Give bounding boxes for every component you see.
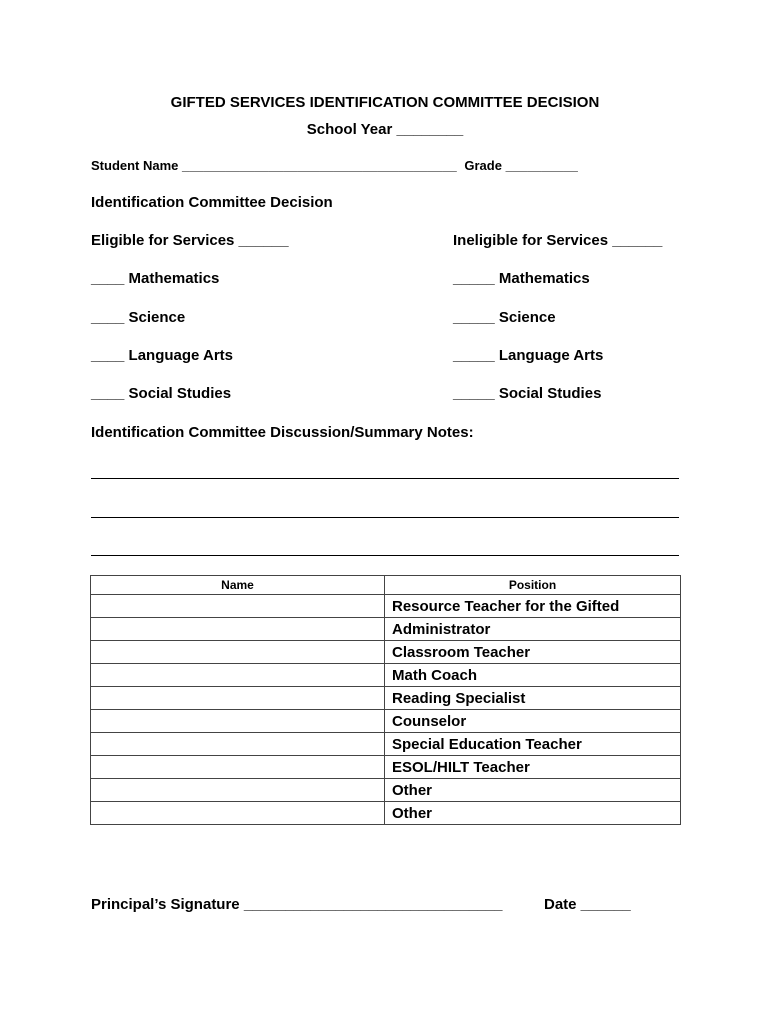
name-cell[interactable] — [91, 687, 385, 710]
decision-heading: Identification Committee Decision — [91, 194, 333, 211]
ineligible-heading-field[interactable]: Ineligible for Services ______ — [453, 232, 663, 249]
position-cell: ESOL/HILT Teacher — [385, 756, 681, 779]
ineligible-science-field[interactable]: _____ Science — [453, 309, 556, 326]
name-cell[interactable] — [91, 664, 385, 687]
eligible-mathematics-field[interactable]: ____ Mathematics — [91, 270, 220, 287]
table-row — [91, 733, 681, 756]
name-cell[interactable] — [91, 595, 385, 618]
position-cell: Other — [385, 779, 681, 802]
column-header-name: Name — [91, 576, 385, 595]
position-cell: Math Coach — [385, 664, 681, 687]
position-cell: Reading Specialist — [385, 687, 681, 710]
position-cell: Resource Teacher for the Gifted — [385, 595, 681, 618]
notes-heading: Identification Committee Discussion/Summary Notes: — [91, 424, 474, 441]
name-cell[interactable] — [91, 733, 385, 756]
position-cell: Special Education Teacher — [385, 733, 681, 756]
table-row — [91, 664, 681, 687]
notes-line[interactable] — [91, 517, 679, 518]
ineligible-social-studies-field[interactable]: _____ Social Studies — [453, 385, 602, 402]
name-cell[interactable] — [91, 802, 385, 825]
table-row — [91, 595, 681, 618]
eligible-science-field[interactable]: ____ Science — [91, 309, 186, 326]
position-cell: Classroom Teacher — [385, 641, 681, 664]
position-cell: Other — [385, 802, 681, 825]
name-cell[interactable] — [91, 756, 385, 779]
table-row — [91, 710, 681, 733]
table-row — [91, 756, 681, 779]
notes-line[interactable] — [91, 478, 679, 479]
committee-members-table — [90, 575, 681, 825]
eligible-language-arts-field[interactable]: ____ Language Arts — [91, 347, 233, 364]
column-header-position: Position — [385, 576, 681, 595]
table-row — [91, 779, 681, 802]
eligible-heading-field[interactable]: Eligible for Services ______ — [91, 232, 289, 249]
table-row — [91, 687, 681, 710]
name-cell[interactable] — [91, 710, 385, 733]
ineligible-mathematics-field[interactable]: _____ Mathematics — [453, 270, 590, 287]
name-cell[interactable] — [91, 641, 385, 664]
name-cell[interactable] — [91, 779, 385, 802]
table-row — [91, 618, 681, 641]
date-field[interactable]: Date ______ — [544, 896, 631, 913]
notes-line[interactable] — [91, 555, 679, 556]
table-row — [91, 802, 681, 825]
position-cell: Administrator — [385, 618, 681, 641]
grade-field[interactable]: Grade __________ — [464, 158, 578, 173]
position-cell: Counselor — [385, 710, 681, 733]
name-cell[interactable] — [91, 618, 385, 641]
form-title: GIFTED SERVICES IDENTIFICATION COMMITTEE DECISION — [170, 94, 600, 111]
table-row — [91, 641, 681, 664]
ineligible-language-arts-field[interactable]: _____ Language Arts — [453, 347, 604, 364]
eligible-social-studies-field[interactable]: ____ Social Studies — [91, 385, 232, 402]
student-info-line — [91, 158, 578, 173]
principal-signature-field[interactable]: Principal’s Signature _______________________________ — [91, 896, 503, 913]
student-name-field[interactable]: Student Name ______________________________________ — [91, 158, 457, 173]
table-header-row — [91, 576, 681, 595]
school-year-field[interactable]: School Year ________ — [306, 121, 464, 138]
